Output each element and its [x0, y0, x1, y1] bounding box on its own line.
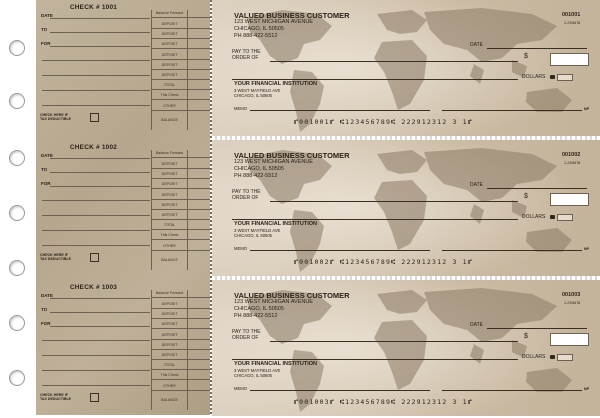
memo-label: MEMO — [234, 386, 248, 391]
stub-tax-label-2: TAX DEDUCTIBLE — [40, 117, 72, 122]
stub-row-label: DEPOSIT — [161, 322, 178, 327]
stub-field-line — [42, 355, 150, 356]
check — [212, 280, 600, 416]
stub-field-line — [50, 298, 150, 299]
binder-hole — [9, 370, 25, 386]
stub-row-label: DEPOSIT — [161, 213, 178, 217]
micr-line: ⑈001003⑈ ⑆123456789⑆ 222912312 3 1⑈ — [294, 398, 473, 406]
stub-field-line — [42, 200, 150, 201]
stub-row-label: This Check — [160, 373, 179, 378]
stub-row-line — [152, 69, 210, 70]
stub-field-line — [42, 75, 150, 76]
customer-address — [234, 159, 313, 179]
date-line — [487, 328, 587, 329]
memo-line[interactable] — [250, 250, 430, 251]
amount-words-line[interactable] — [232, 359, 518, 360]
bank-name: YOUR FINANCIAL INSTITUTION — [234, 221, 318, 227]
stub-row-label: DEPOSIT — [161, 182, 178, 187]
lock-icon — [550, 355, 555, 359]
customer-name: VALUED BUSINESS CUSTOMER — [234, 151, 350, 160]
signature-line[interactable] — [442, 390, 582, 391]
stub-row-line — [152, 250, 210, 251]
stub-row-line — [152, 178, 210, 179]
pay-to-label — [232, 329, 261, 341]
stub-row-label: TOTAL — [163, 363, 176, 368]
stub-title: CHECK # 1003 — [69, 284, 118, 291]
stub-row-line — [152, 229, 210, 230]
stub-field-label: DATE — [41, 13, 53, 18]
stub-row-label: OTHER — [163, 243, 176, 248]
bank-name: YOUR FINANCIAL INSTITUTION — [234, 81, 318, 87]
stub-row-line — [152, 209, 210, 210]
tax-deductible-checkbox[interactable] — [90, 113, 99, 122]
stub-field-label: TO — [41, 167, 48, 172]
check — [212, 140, 600, 276]
stub-field-line — [50, 172, 150, 173]
address-line-1: 123 WEST MICHIGAN AVENUE — [234, 159, 313, 165]
binder-hole — [9, 150, 25, 166]
payee-line[interactable] — [270, 201, 518, 202]
bank-address — [234, 228, 280, 238]
stub-row-line — [152, 308, 210, 309]
stub-row-label: DEPOSIT — [161, 42, 178, 47]
stub-row-label: OTHER — [163, 383, 176, 388]
currency-symbol: $ — [524, 333, 528, 340]
bank-address — [234, 368, 280, 378]
stub-row-line — [152, 359, 210, 360]
stub-row-label: Balance Forward — [155, 151, 184, 155]
stub-row-line — [152, 38, 210, 39]
lock-icon — [550, 75, 555, 79]
address-line-2: CHICAGO, IL 50505 — [234, 25, 284, 32]
security-features-icon — [557, 354, 573, 361]
stub-row-line — [152, 99, 210, 100]
stub-tax-label — [40, 393, 71, 402]
pay-to-label-2: ORDER OF — [232, 195, 259, 201]
routing-fraction: 1-23/5678 — [564, 21, 581, 25]
stub-field-line — [50, 186, 150, 187]
stub-row-line — [152, 28, 210, 29]
stub-row-line — [152, 110, 210, 111]
mp-label: MP — [584, 107, 590, 111]
customer-name: VALUED BUSINESS CUSTOMER — [234, 291, 350, 300]
pay-to-label — [232, 49, 261, 61]
stub-title: CHECK # 1002 — [69, 144, 118, 151]
bank-address-1: 3 WEST MAYFIELD AVE — [234, 88, 281, 93]
stub-tax-label — [40, 253, 71, 262]
currency-symbol: $ — [524, 193, 528, 200]
stub-row-line — [152, 17, 210, 18]
stub-tax-label-2: TAX DEDUCTIBLE — [40, 257, 72, 262]
stub-field-line — [50, 18, 150, 19]
binder-hole — [9, 260, 25, 276]
stub-row-label: DEPOSIT — [161, 32, 178, 37]
stub-row-label: TOTAL — [163, 83, 176, 88]
stub-row-line — [152, 369, 210, 370]
stub-row-label: This Check — [160, 233, 179, 238]
stub-tax-label-1: CHECK HERE IF — [40, 253, 68, 257]
stub-field-line — [50, 326, 150, 327]
customer-address — [234, 299, 313, 319]
stub-row-line — [152, 349, 210, 350]
memo-line[interactable] — [250, 110, 430, 111]
stub-row-line — [152, 188, 210, 189]
stub-row-line — [152, 199, 210, 200]
stub-row-label: DEPOSIT — [161, 202, 178, 207]
stub-field-label: TO — [41, 27, 48, 32]
security-features-icon — [557, 74, 573, 81]
stub-balance-label: BALANCE — [161, 118, 178, 122]
stub-field-line — [42, 215, 150, 216]
binder-margin — [0, 0, 36, 415]
stub-row-label: DEPOSIT — [161, 312, 178, 317]
stub-field-line — [42, 385, 150, 386]
stub-row-line — [152, 390, 210, 391]
dollars-label: DOLLARS — [522, 354, 546, 360]
amount-words-line[interactable] — [232, 219, 518, 220]
stub-row-label: This Check — [160, 93, 179, 98]
stub-field-label: DATE — [41, 153, 53, 158]
check-separator — [212, 276, 600, 280]
stub-field-line — [42, 340, 150, 341]
stub-field-label: FOR — [41, 41, 51, 46]
tax-deductible-checkbox[interactable] — [90, 393, 99, 402]
mp-label: MP — [584, 387, 590, 391]
stub-row-label: Balance Forward — [155, 11, 184, 15]
mp-label: MP — [584, 247, 590, 251]
stub-row-line — [152, 239, 210, 240]
security-features-icon — [557, 214, 573, 221]
pay-to-label — [232, 189, 261, 201]
date-line — [487, 48, 587, 49]
stub-field-label: FOR — [41, 321, 51, 326]
pay-to-label-2: ORDER OF — [232, 55, 259, 61]
stub-row-line — [152, 79, 210, 80]
stub-row-line — [152, 339, 210, 340]
amount-box[interactable] — [550, 193, 589, 206]
bank-address-1: 3 WEST MAYFIELD AVE — [234, 228, 281, 233]
stub-tax-label-1: CHECK HERE IF — [40, 393, 68, 397]
binder-hole — [9, 205, 25, 221]
amount-box[interactable] — [550, 53, 589, 66]
binder-hole — [9, 40, 25, 56]
stub-row-line — [152, 318, 210, 319]
stub-balance-label: BALANCE — [161, 398, 178, 402]
micr-line: ⑈001001⑈ ⑆123456789⑆ 222912312 3 1⑈ — [294, 118, 473, 126]
stub-field-line — [50, 158, 150, 159]
check-stub — [36, 0, 210, 138]
pay-to-label-1: PAY TO THE — [232, 49, 261, 55]
stub-row-line — [152, 328, 210, 329]
check-stub — [36, 140, 210, 278]
stub-row-label: DEPOSIT — [161, 332, 178, 337]
stub-field-line — [42, 370, 150, 371]
bank-address-2: CHICAGO, IL 50505 — [234, 93, 273, 98]
stub-field-line — [50, 32, 150, 33]
stub-balance-label: BALANCE — [161, 258, 178, 262]
micr-line: ⑈001002⑈ ⑆123456789⑆ 222912312 3 1⑈ — [294, 258, 473, 266]
stub-row-label: DEPOSIT — [161, 62, 178, 67]
amount-words-line[interactable] — [232, 79, 518, 80]
stub-row-label: DEPOSIT — [161, 302, 178, 306]
customer-address — [234, 19, 313, 39]
stub-row-label: DEPOSIT — [161, 353, 178, 357]
signature-line[interactable] — [442, 110, 582, 111]
stub-field-line — [50, 46, 150, 47]
stub-field-line — [42, 60, 150, 61]
dollars-label: DOLLARS — [522, 74, 546, 80]
amount-box[interactable] — [550, 333, 589, 346]
pay-to-label-2: ORDER OF — [232, 335, 259, 341]
customer-name: VALUED BUSINESS CUSTOMER — [234, 11, 350, 20]
stub-row-label: DEPOSIT — [161, 22, 178, 26]
address-line-2: CHICAGO, IL 50505 — [234, 165, 284, 172]
lock-icon — [550, 215, 555, 219]
stub-field-line — [50, 312, 150, 313]
bank-address — [234, 88, 280, 98]
phone-number: PH 888-422-5512 — [234, 32, 278, 39]
bank-name: YOUR FINANCIAL INSTITUTION — [234, 361, 318, 367]
stub-row-line — [152, 168, 210, 169]
stub-row-label: DEPOSIT — [161, 52, 178, 57]
stub-row-line — [152, 59, 210, 60]
tax-deductible-checkbox[interactable] — [90, 253, 99, 262]
stub-field-label: TO — [41, 307, 48, 312]
stub-field-label: DATE — [41, 293, 53, 298]
address-line-1: 123 WEST MICHIGAN AVENUE — [234, 299, 313, 305]
stub-title: CHECK # 1001 — [69, 4, 118, 11]
routing-fraction: 1-23/5678 — [564, 301, 581, 305]
stub-row-label: TOTAL — [163, 223, 176, 228]
date-line — [487, 188, 587, 189]
stub-field-line — [42, 230, 150, 231]
stub-column — [36, 0, 210, 415]
stub-row-line — [152, 379, 210, 380]
stub-field-label: FOR — [41, 181, 51, 186]
dollars-label: DOLLARS — [522, 214, 546, 220]
pay-to-label-1: PAY TO THE — [232, 189, 261, 195]
stub-row-line — [152, 89, 210, 90]
phone-number: PH 888-422-5512 — [234, 172, 278, 179]
stub-row-label: DEPOSIT — [161, 162, 178, 166]
stub-row-line — [152, 48, 210, 49]
phone-number: PH 888-422-5512 — [234, 312, 278, 319]
bank-address-2: CHICAGO, IL 50505 — [234, 373, 273, 378]
stub-row-label: DEPOSIT — [161, 342, 178, 347]
date-label: DATE — [470, 42, 483, 48]
date-label: DATE — [470, 182, 483, 188]
currency-symbol: $ — [524, 53, 528, 60]
bank-address-1: 3 WEST MAYFIELD AVE — [234, 368, 281, 373]
stub-field-line — [42, 245, 150, 246]
binder-hole — [9, 93, 25, 109]
check-number: 001001 — [562, 12, 581, 18]
memo-label: MEMO — [234, 246, 248, 251]
stub-row-label: DEPOSIT — [161, 192, 178, 197]
stub-field-line — [42, 105, 150, 106]
payee-line[interactable] — [270, 61, 518, 62]
stub-row-label: DEPOSIT — [161, 73, 178, 77]
stub-row-line — [152, 219, 210, 220]
stub-row-label: DEPOSIT — [161, 172, 178, 177]
pay-to-label-1: PAY TO THE — [232, 329, 261, 335]
payee-line[interactable] — [270, 341, 518, 342]
stub-row-line — [152, 157, 210, 158]
stub-row-label: Balance Forward — [155, 291, 184, 295]
check — [212, 0, 600, 136]
memo-label: MEMO — [234, 106, 248, 111]
check-stub — [36, 280, 210, 418]
check-separator — [212, 136, 600, 140]
stub-row-label: OTHER — [163, 103, 176, 108]
address-line-2: CHICAGO, IL 50505 — [234, 305, 284, 312]
stub-row-line — [152, 297, 210, 298]
stub-field-line — [42, 90, 150, 91]
routing-fraction: 1-23/5678 — [564, 161, 581, 165]
stub-tax-label — [40, 113, 71, 122]
binder-hole — [9, 315, 25, 331]
address-line-1: 123 WEST MICHIGAN AVENUE — [234, 19, 313, 25]
bank-address-2: CHICAGO, IL 50505 — [234, 233, 273, 238]
date-label: DATE — [470, 322, 483, 328]
check-number: 001003 — [562, 292, 581, 298]
stub-tax-label-1: CHECK HERE IF — [40, 113, 68, 117]
check-number: 001002 — [562, 152, 581, 158]
memo-line[interactable] — [250, 390, 430, 391]
stub-tax-label-2: TAX DEDUCTIBLE — [40, 397, 72, 402]
signature-line[interactable] — [442, 250, 582, 251]
